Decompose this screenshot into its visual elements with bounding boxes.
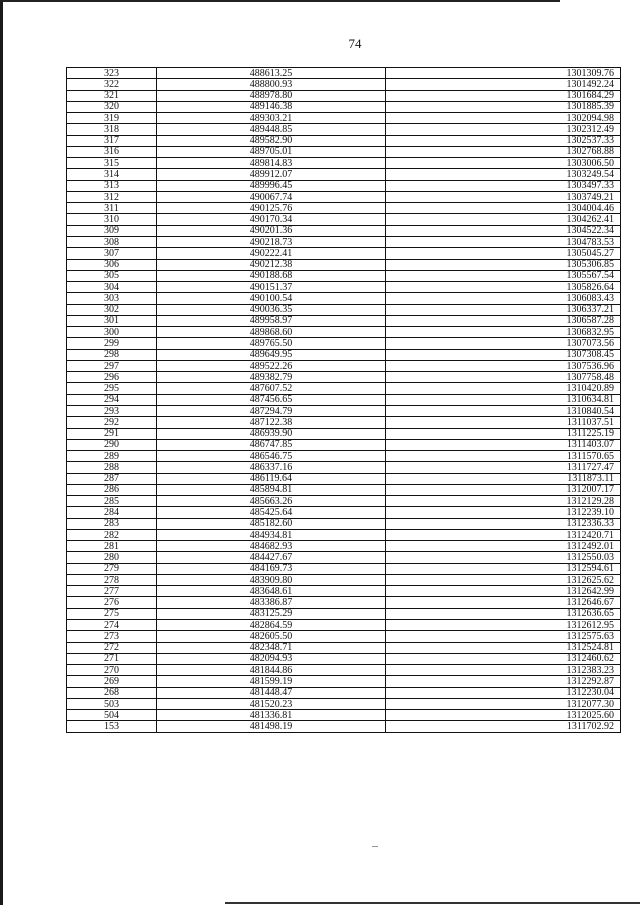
table-row — [67, 225, 621, 236]
x-coordinate-cell: 488613.25 — [157, 68, 386, 79]
scan-edge-left — [0, 0, 3, 905]
point-number-cell: 318 — [67, 124, 157, 135]
x-coordinate-cell: 490067.74 — [157, 191, 386, 202]
y-coordinate-cell: 1303749.21 — [386, 191, 621, 202]
y-coordinate-cell: 1311727.47 — [386, 462, 621, 473]
x-coordinate-cell: 489996.45 — [157, 180, 386, 191]
point-number-cell: 300 — [67, 327, 157, 338]
point-number-cell: 314 — [67, 169, 157, 180]
y-coordinate-cell: 1306832.95 — [386, 327, 621, 338]
y-coordinate-cell: 1310634.81 — [386, 394, 621, 405]
x-coordinate-cell: 482348.71 — [157, 642, 386, 653]
point-number-cell: 282 — [67, 529, 157, 540]
point-number-cell: 317 — [67, 135, 157, 146]
table-row — [67, 180, 621, 191]
x-coordinate-cell: 489958.97 — [157, 315, 386, 326]
point-number-cell: 315 — [67, 158, 157, 169]
point-number-cell: 288 — [67, 462, 157, 473]
table-row — [67, 327, 621, 338]
x-coordinate-cell: 489382.79 — [157, 372, 386, 383]
point-number-cell: 295 — [67, 383, 157, 394]
point-number-cell: 307 — [67, 248, 157, 259]
x-coordinate-cell: 486119.64 — [157, 473, 386, 484]
table-row — [67, 270, 621, 281]
y-coordinate-cell: 1306337.21 — [386, 304, 621, 315]
table-row — [67, 698, 621, 709]
table-row — [67, 214, 621, 225]
y-coordinate-cell: 1304783.53 — [386, 236, 621, 247]
x-coordinate-cell: 489582.90 — [157, 135, 386, 146]
table-row — [67, 203, 621, 214]
y-coordinate-cell: 1312625.62 — [386, 574, 621, 585]
x-coordinate-cell: 481448.47 — [157, 687, 386, 698]
table-row — [67, 101, 621, 112]
y-coordinate-cell: 1312292.87 — [386, 676, 621, 687]
point-number-cell: 274 — [67, 620, 157, 631]
scan-mark — [372, 846, 378, 847]
point-number-cell: 305 — [67, 270, 157, 281]
x-coordinate-cell: 489912.07 — [157, 169, 386, 180]
y-coordinate-cell: 1312336.33 — [386, 518, 621, 529]
table-row — [67, 135, 621, 146]
y-coordinate-cell: 1311570.65 — [386, 451, 621, 462]
x-coordinate-cell: 490036.35 — [157, 304, 386, 315]
x-coordinate-cell: 489146.38 — [157, 101, 386, 112]
page-number: 74 — [348, 36, 362, 51]
x-coordinate-cell: 489765.50 — [157, 338, 386, 349]
point-number-cell: 294 — [67, 394, 157, 405]
x-coordinate-cell: 487607.52 — [157, 383, 386, 394]
y-coordinate-cell: 1307073.56 — [386, 338, 621, 349]
x-coordinate-cell: 489303.21 — [157, 113, 386, 124]
y-coordinate-cell: 1302768.88 — [386, 146, 621, 157]
point-number-cell: 271 — [67, 653, 157, 664]
point-number-cell: 153 — [67, 721, 157, 732]
table-row — [67, 383, 621, 394]
table-row — [67, 304, 621, 315]
table-row — [67, 620, 621, 631]
scan-edge-top — [0, 0, 560, 2]
point-number-cell: 304 — [67, 282, 157, 293]
point-number-cell: 301 — [67, 315, 157, 326]
point-number-cell: 308 — [67, 236, 157, 247]
table-row — [67, 158, 621, 169]
point-number-cell: 293 — [67, 405, 157, 416]
table-row — [67, 484, 621, 495]
y-coordinate-cell: 1312575.63 — [386, 631, 621, 642]
y-coordinate-cell: 1312646.67 — [386, 597, 621, 608]
x-coordinate-cell: 489522.26 — [157, 360, 386, 371]
y-coordinate-cell: 1312524.81 — [386, 642, 621, 653]
y-coordinate-cell: 1305826.64 — [386, 282, 621, 293]
x-coordinate-cell: 486337.16 — [157, 462, 386, 473]
x-coordinate-cell: 484169.73 — [157, 563, 386, 574]
y-coordinate-cell: 1312642.99 — [386, 586, 621, 597]
y-coordinate-cell: 1312007.17 — [386, 484, 621, 495]
x-coordinate-cell: 485663.26 — [157, 496, 386, 507]
y-coordinate-cell: 1310840.54 — [386, 405, 621, 416]
coordinates-table-body — [67, 68, 621, 733]
table-row — [67, 721, 621, 732]
y-coordinate-cell: 1312129.28 — [386, 496, 621, 507]
y-coordinate-cell: 1301885.39 — [386, 101, 621, 112]
point-number-cell: 297 — [67, 360, 157, 371]
x-coordinate-cell: 482864.59 — [157, 620, 386, 631]
y-coordinate-cell: 1312612.95 — [386, 620, 621, 631]
table-row — [67, 586, 621, 597]
x-coordinate-cell: 482605.50 — [157, 631, 386, 642]
y-coordinate-cell: 1311037.51 — [386, 417, 621, 428]
point-number-cell: 280 — [67, 552, 157, 563]
table-row — [67, 676, 621, 687]
x-coordinate-cell: 490188.68 — [157, 270, 386, 281]
x-coordinate-cell: 490218.73 — [157, 236, 386, 247]
table-row — [67, 462, 621, 473]
x-coordinate-cell: 490100.54 — [157, 293, 386, 304]
point-number-cell: 311 — [67, 203, 157, 214]
x-coordinate-cell: 483648.61 — [157, 586, 386, 597]
y-coordinate-cell: 1307536.96 — [386, 360, 621, 371]
x-coordinate-cell: 490170.34 — [157, 214, 386, 225]
table-row — [67, 552, 621, 563]
point-number-cell: 281 — [67, 541, 157, 552]
table-row — [67, 282, 621, 293]
table-row — [67, 473, 621, 484]
x-coordinate-cell: 483386.87 — [157, 597, 386, 608]
y-coordinate-cell: 1303497.33 — [386, 180, 621, 191]
x-coordinate-cell: 488800.93 — [157, 79, 386, 90]
y-coordinate-cell: 1311702.92 — [386, 721, 621, 732]
point-number-cell: 309 — [67, 225, 157, 236]
y-coordinate-cell: 1311403.07 — [386, 439, 621, 450]
y-coordinate-cell: 1312230.04 — [386, 687, 621, 698]
x-coordinate-cell: 489705.01 — [157, 146, 386, 157]
table-row — [67, 608, 621, 619]
point-number-cell: 303 — [67, 293, 157, 304]
table-row — [67, 687, 621, 698]
x-coordinate-cell: 483909.80 — [157, 574, 386, 585]
y-coordinate-cell: 1303006.50 — [386, 158, 621, 169]
x-coordinate-cell: 484682.93 — [157, 541, 386, 552]
table-row — [67, 597, 621, 608]
table-row — [67, 428, 621, 439]
x-coordinate-cell: 481520.23 — [157, 698, 386, 709]
table-row — [67, 338, 621, 349]
y-coordinate-cell: 1305045.27 — [386, 248, 621, 259]
table-row — [67, 315, 621, 326]
table-row — [67, 79, 621, 90]
point-number-cell: 298 — [67, 349, 157, 360]
y-coordinate-cell: 1306083.43 — [386, 293, 621, 304]
point-number-cell: 277 — [67, 586, 157, 597]
table-row — [67, 417, 621, 428]
y-coordinate-cell: 1304262.41 — [386, 214, 621, 225]
table-row — [67, 541, 621, 552]
y-coordinate-cell: 1312636.65 — [386, 608, 621, 619]
point-number-cell: 312 — [67, 191, 157, 202]
table-row — [67, 642, 621, 653]
table-row — [67, 90, 621, 101]
x-coordinate-cell: 482094.93 — [157, 653, 386, 664]
x-coordinate-cell: 487456.65 — [157, 394, 386, 405]
table-row — [67, 394, 621, 405]
y-coordinate-cell: 1307758.48 — [386, 372, 621, 383]
coordinates-table — [66, 67, 621, 733]
point-number-cell: 273 — [67, 631, 157, 642]
y-coordinate-cell: 1305567.54 — [386, 270, 621, 281]
y-coordinate-cell: 1301309.76 — [386, 68, 621, 79]
y-coordinate-cell: 1302312.49 — [386, 124, 621, 135]
x-coordinate-cell: 484427.67 — [157, 552, 386, 563]
x-coordinate-cell: 489649.95 — [157, 349, 386, 360]
x-coordinate-cell: 490212.38 — [157, 259, 386, 270]
point-number-cell: 322 — [67, 79, 157, 90]
table-row — [67, 236, 621, 247]
y-coordinate-cell: 1304522.34 — [386, 225, 621, 236]
y-coordinate-cell: 1312077.30 — [386, 698, 621, 709]
x-coordinate-cell: 488978.80 — [157, 90, 386, 101]
x-coordinate-cell: 490151.37 — [157, 282, 386, 293]
point-number-cell: 275 — [67, 608, 157, 619]
x-coordinate-cell: 481599.19 — [157, 676, 386, 687]
x-coordinate-cell: 489814.83 — [157, 158, 386, 169]
x-coordinate-cell: 481336.81 — [157, 710, 386, 721]
point-number-cell: 278 — [67, 574, 157, 585]
point-number-cell: 268 — [67, 687, 157, 698]
table-row — [67, 113, 621, 124]
point-number-cell: 290 — [67, 439, 157, 450]
y-coordinate-cell: 1312025.60 — [386, 710, 621, 721]
x-coordinate-cell: 485894.81 — [157, 484, 386, 495]
point-number-cell: 321 — [67, 90, 157, 101]
table-row — [67, 710, 621, 721]
table-row — [67, 259, 621, 270]
y-coordinate-cell: 1311873.11 — [386, 473, 621, 484]
table-row — [67, 518, 621, 529]
table-row — [67, 451, 621, 462]
x-coordinate-cell: 487294.79 — [157, 405, 386, 416]
x-coordinate-cell: 486747.85 — [157, 439, 386, 450]
point-number-cell: 319 — [67, 113, 157, 124]
point-number-cell: 306 — [67, 259, 157, 270]
x-coordinate-cell: 487122.38 — [157, 417, 386, 428]
y-coordinate-cell: 1303249.54 — [386, 169, 621, 180]
point-number-cell: 285 — [67, 496, 157, 507]
point-number-cell: 270 — [67, 665, 157, 676]
point-number-cell: 286 — [67, 484, 157, 495]
x-coordinate-cell: 490201.36 — [157, 225, 386, 236]
x-coordinate-cell: 486939.90 — [157, 428, 386, 439]
y-coordinate-cell: 1302094.98 — [386, 113, 621, 124]
y-coordinate-cell: 1312383.23 — [386, 665, 621, 676]
table-row — [67, 191, 621, 202]
point-number-cell: 287 — [67, 473, 157, 484]
y-coordinate-cell: 1312550.03 — [386, 552, 621, 563]
table-row — [67, 248, 621, 259]
point-number-cell: 310 — [67, 214, 157, 225]
point-number-cell: 279 — [67, 563, 157, 574]
y-coordinate-cell: 1312492.01 — [386, 541, 621, 552]
y-coordinate-cell: 1312460.62 — [386, 653, 621, 664]
point-number-cell: 299 — [67, 338, 157, 349]
x-coordinate-cell: 481844.86 — [157, 665, 386, 676]
table-row — [67, 68, 621, 79]
y-coordinate-cell: 1302537.33 — [386, 135, 621, 146]
table-row — [67, 665, 621, 676]
y-coordinate-cell: 1311225.19 — [386, 428, 621, 439]
table-row — [67, 372, 621, 383]
x-coordinate-cell: 481498.19 — [157, 721, 386, 732]
table-row — [67, 631, 621, 642]
y-coordinate-cell: 1312420.71 — [386, 529, 621, 540]
x-coordinate-cell: 483125.29 — [157, 608, 386, 619]
x-coordinate-cell: 489868.60 — [157, 327, 386, 338]
x-coordinate-cell: 489448.85 — [157, 124, 386, 135]
point-number-cell: 302 — [67, 304, 157, 315]
y-coordinate-cell: 1304004.46 — [386, 203, 621, 214]
point-number-cell: 269 — [67, 676, 157, 687]
y-coordinate-cell: 1307308.45 — [386, 349, 621, 360]
point-number-cell: 316 — [67, 146, 157, 157]
point-number-cell: 504 — [67, 710, 157, 721]
scan-edge-bottom — [225, 902, 640, 904]
point-number-cell: 292 — [67, 417, 157, 428]
table-row — [67, 405, 621, 416]
x-coordinate-cell: 490125.76 — [157, 203, 386, 214]
x-coordinate-cell: 485425.64 — [157, 507, 386, 518]
table-row — [67, 563, 621, 574]
table-row — [67, 496, 621, 507]
table-row — [67, 146, 621, 157]
point-number-cell: 276 — [67, 597, 157, 608]
point-number-cell: 272 — [67, 642, 157, 653]
x-coordinate-cell: 486546.75 — [157, 451, 386, 462]
y-coordinate-cell: 1312239.10 — [386, 507, 621, 518]
table-row — [67, 169, 621, 180]
table-row — [67, 439, 621, 450]
point-number-cell: 283 — [67, 518, 157, 529]
y-coordinate-cell: 1301492.24 — [386, 79, 621, 90]
point-number-cell: 296 — [67, 372, 157, 383]
point-number-cell: 320 — [67, 101, 157, 112]
table-row — [67, 529, 621, 540]
x-coordinate-cell: 484934.81 — [157, 529, 386, 540]
point-number-cell: 323 — [67, 68, 157, 79]
point-number-cell: 289 — [67, 451, 157, 462]
table-row — [67, 360, 621, 371]
table-row — [67, 507, 621, 518]
y-coordinate-cell: 1312594.61 — [386, 563, 621, 574]
table-row — [67, 349, 621, 360]
table-row — [67, 574, 621, 585]
table-row — [67, 653, 621, 664]
point-number-cell: 503 — [67, 698, 157, 709]
point-number-cell: 291 — [67, 428, 157, 439]
table-row — [67, 124, 621, 135]
point-number-cell: 313 — [67, 180, 157, 191]
table-row — [67, 293, 621, 304]
y-coordinate-cell: 1310420.89 — [386, 383, 621, 394]
y-coordinate-cell: 1306587.28 — [386, 315, 621, 326]
y-coordinate-cell: 1301684.29 — [386, 90, 621, 101]
y-coordinate-cell: 1305306.85 — [386, 259, 621, 270]
point-number-cell: 284 — [67, 507, 157, 518]
x-coordinate-cell: 485182.60 — [157, 518, 386, 529]
x-coordinate-cell: 490222.41 — [157, 248, 386, 259]
